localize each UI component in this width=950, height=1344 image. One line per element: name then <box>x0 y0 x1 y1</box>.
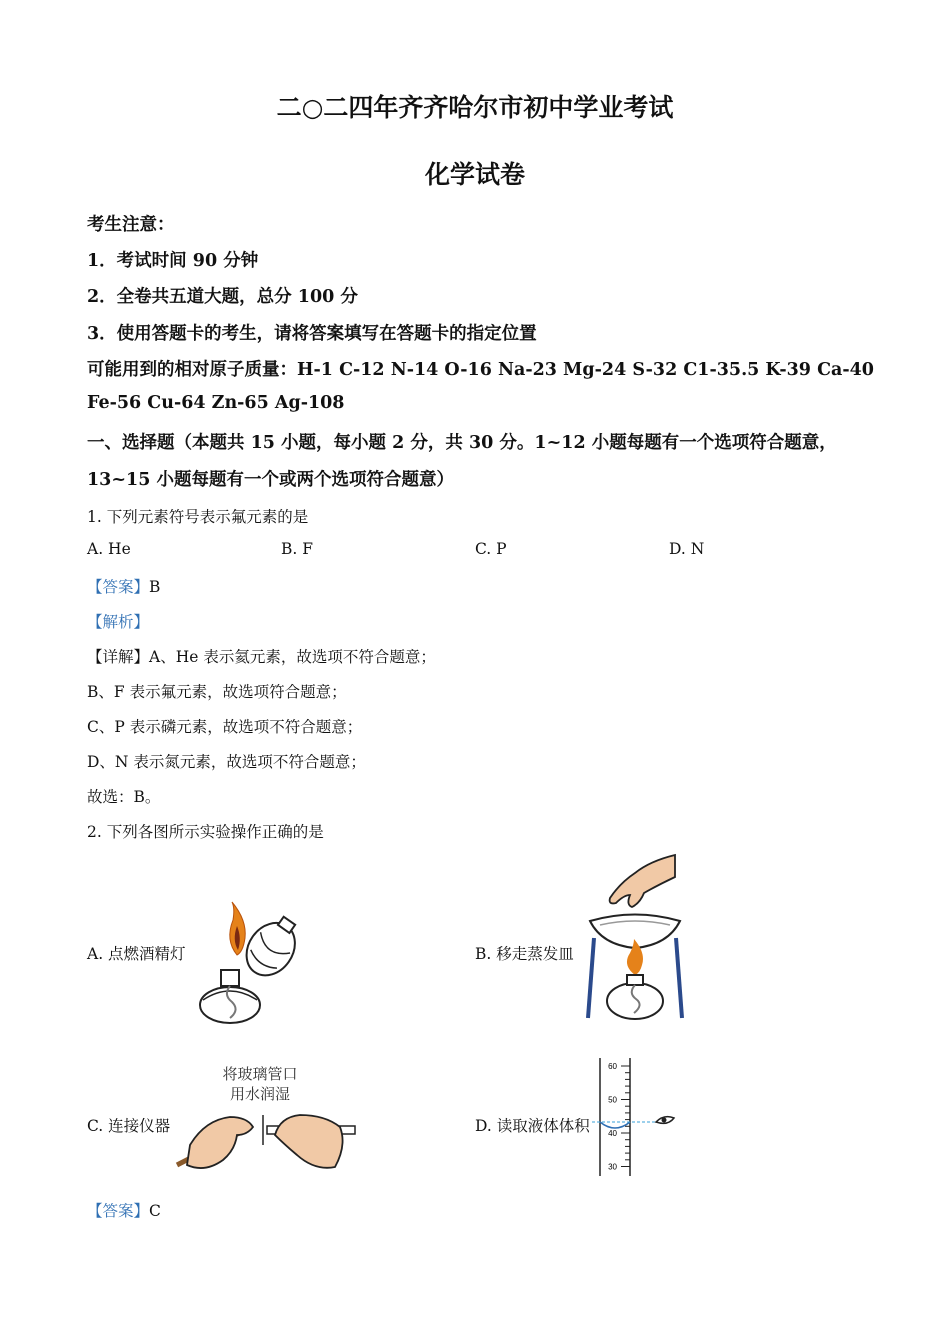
tick-label: 40 <box>608 1129 617 1138</box>
answer-value: B <box>149 578 161 596</box>
figure-c-caption <box>205 1065 315 1105</box>
detail-line <box>87 645 436 667</box>
answer-value: C <box>149 1202 161 1220</box>
note-item: 1．考试时间 90 分钟 <box>87 251 259 271</box>
tick-label: 60 <box>608 1062 617 1071</box>
note-item: 3．使用答题卡的考生，请将答案填写在答题卡的指定位置 <box>87 324 537 344</box>
note-item: 2．全卷共五道大题，总分 100 分 <box>87 287 358 307</box>
option-c: C. P <box>475 540 507 558</box>
caption-line: 用水润湿 <box>229 1086 290 1103</box>
section-heading: 一、选择题（本题共 15 小题，每小题 2 分，共 30 分。1~12 小题每题有一个选项符合题意， <box>87 433 837 453</box>
option-a: A. He <box>87 540 131 558</box>
atomic-masses: 可能用到的相对原子质量：H-1 C-12 N-14 O-16 Na-23 Mg-24 S-32 C1-35.5 K-39 Ca-40 <box>87 360 874 380</box>
answer-line <box>87 1199 161 1221</box>
option-c: C. 连接仪器 <box>87 1117 171 1135</box>
option-d: D. 读取液体体积 <box>475 1117 590 1135</box>
option-a: A. 点燃酒精灯 <box>87 945 186 963</box>
question-stem: 1. 下列元素符号表示氟元素的是 <box>87 508 309 526</box>
caption-line: 将玻璃管口 <box>222 1066 298 1083</box>
answer-line <box>87 575 160 597</box>
detail-text: A、He 表示氦元素，故选项不符合题意； <box>149 648 436 666</box>
tick-label: 30 <box>608 1162 617 1172</box>
detail-tag: 【详解】 <box>87 648 150 666</box>
option-b: B. 移走蒸发皿 <box>475 945 574 963</box>
analysis-tag: 【解析】 <box>87 613 150 631</box>
section-heading: 13~15 小题每题有一个或两个选项符合题意） <box>87 470 454 490</box>
tick-label: 50 <box>608 1095 617 1105</box>
figure-d-graduated-cylinder <box>592 1058 682 1178</box>
option-d: D. N <box>669 540 705 558</box>
question-stem: 2. 下列各图所示实验操作正确的是 <box>87 823 324 841</box>
page-title: 二○二四年齐齐哈尔市初中学业考试 <box>276 93 674 122</box>
figure-a-alcohol-lamp <box>185 900 310 1030</box>
figure-c-connect-instruments <box>175 1105 360 1175</box>
detail-line: C、P 表示磷元素，故选项不符合题意； <box>87 718 363 736</box>
eye-icon <box>656 1117 674 1124</box>
option-b: B. F <box>281 540 313 558</box>
atomic-masses: Fe-56 Cu-64 Zn-65 Ag-108 <box>87 393 345 413</box>
figure-b-evaporating-dish <box>580 853 690 1025</box>
detail-line: B、F 表示氟元素，故选项符合题意； <box>87 683 347 701</box>
detail-line: D、N 表示氮元素，故选项不符合题意； <box>87 753 366 771</box>
answer-tag: 【答案】 <box>87 1202 150 1220</box>
notes-heading: 考生注意： <box>87 215 175 235</box>
page-subtitle: 化学试卷 <box>424 160 525 189</box>
answer-tag: 【答案】 <box>87 578 150 596</box>
detail-line: 故选：B。 <box>87 788 161 806</box>
